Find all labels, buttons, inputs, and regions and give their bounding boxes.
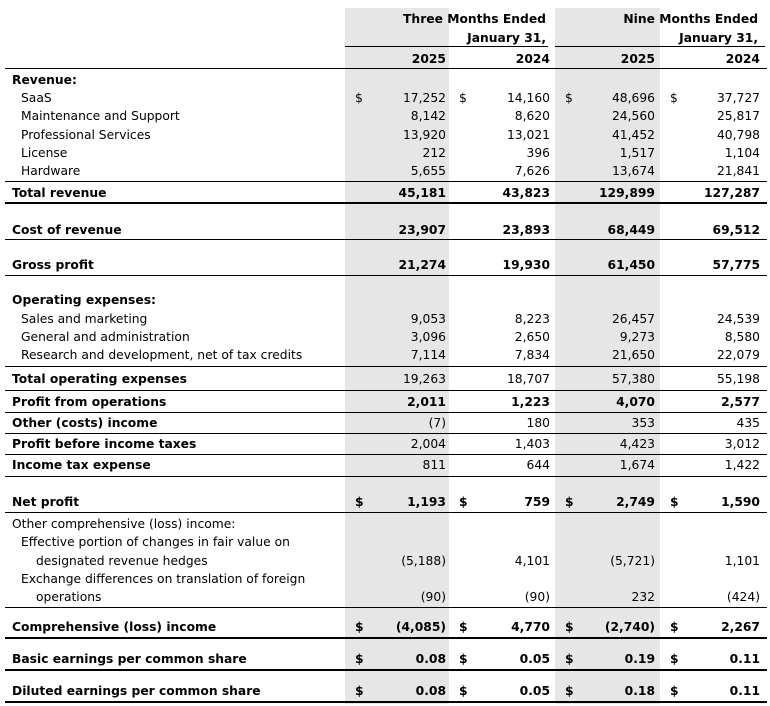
- rule: [5, 454, 767, 455]
- cell-value: 4,070: [616, 395, 655, 409]
- rule: [5, 637, 767, 639]
- cell-value: 8,142: [410, 109, 446, 123]
- cell-value: (4,085): [395, 620, 446, 634]
- cell-value: 5,655: [410, 164, 446, 178]
- cell-value: 129,899: [598, 186, 655, 200]
- rule: [5, 366, 767, 367]
- currency-symbol: $: [355, 91, 363, 105]
- row-label: Effective portion of changes in fair value on: [21, 535, 290, 549]
- oci-hedges-line1-row: [0, 533, 770, 551]
- year-header: 2024: [725, 52, 760, 66]
- year-header: 2025: [411, 52, 446, 66]
- row-label: operations: [36, 590, 102, 604]
- rule: [5, 669, 767, 671]
- cell-value: 57,380: [611, 372, 655, 386]
- row-label: Income tax expense: [12, 458, 151, 472]
- row-label: License: [21, 146, 68, 160]
- profit-from-operations-row: [0, 393, 770, 411]
- net-profit-row: [0, 493, 770, 511]
- table-row: [0, 328, 770, 346]
- cell-value: 3,096: [410, 330, 446, 344]
- year-header: 2025: [620, 52, 655, 66]
- cell-value: 0.11: [729, 684, 760, 698]
- currency-symbol: $: [670, 684, 679, 698]
- rule: [5, 607, 767, 608]
- rule: [5, 433, 767, 434]
- cell-value: 68,449: [607, 223, 655, 237]
- cell-value: 0.18: [624, 684, 655, 698]
- cell-value: 23,893: [502, 223, 550, 237]
- currency-symbol: $: [355, 495, 364, 509]
- currency-symbol: $: [670, 91, 678, 105]
- revenue-heading: Revenue:: [12, 73, 77, 87]
- row-label: SaaS: [21, 91, 52, 105]
- cell-value: (2,740): [604, 620, 655, 634]
- oci-heading-row: [0, 515, 770, 533]
- header-years-row: [0, 50, 770, 68]
- header-bottom-rule: [5, 68, 767, 69]
- cell-value: 1,104: [724, 146, 760, 160]
- table-row: [0, 162, 770, 180]
- cell-value: 9,053: [410, 312, 446, 326]
- cell-value: 0.05: [519, 652, 550, 666]
- cell-value: 4,101: [514, 554, 550, 568]
- cell-value: 0.08: [415, 684, 446, 698]
- cell-value: 0.08: [415, 652, 446, 666]
- opex-heading: Operating expenses:: [12, 293, 156, 307]
- row-label: Research and development, net of tax credits: [21, 348, 303, 362]
- cell-value: (90): [420, 590, 446, 604]
- cell-value: 180: [526, 416, 550, 430]
- row-label: Comprehensive (loss) income: [12, 620, 217, 634]
- row-label: Other (costs) income: [12, 416, 158, 430]
- cell-value: 55,198: [716, 372, 760, 386]
- row-label: designated revenue hedges: [36, 554, 208, 568]
- cell-value: 2,749: [616, 495, 655, 509]
- cell-value: 1,422: [724, 458, 760, 472]
- cell-value: 1,101: [724, 554, 760, 568]
- cell-value: 13,674: [611, 164, 655, 178]
- currency-symbol: $: [670, 495, 679, 509]
- table-row: [0, 126, 770, 144]
- oci-hedges-row: [0, 552, 770, 570]
- cell-value: 212: [422, 146, 446, 160]
- cell-value: (5,721): [610, 554, 655, 568]
- currency-symbol: $: [355, 652, 364, 666]
- cell-value: (90): [524, 590, 550, 604]
- cell-value: 2,004: [410, 437, 446, 451]
- table-row: [0, 89, 770, 107]
- cell-value: 25,817: [716, 109, 760, 123]
- currency-symbol: $: [565, 91, 573, 105]
- income-tax-row: [0, 456, 770, 474]
- row-label: Diluted earnings per common share: [12, 684, 261, 698]
- row-label: Gross profit: [12, 258, 94, 272]
- rule: [5, 701, 767, 703]
- rule: [5, 412, 767, 413]
- cell-value: 396: [526, 146, 550, 160]
- rule: [5, 275, 767, 276]
- opex-heading-row: [0, 291, 770, 309]
- rule: [5, 390, 767, 391]
- row-label: Cost of revenue: [12, 223, 122, 237]
- cell-value: 2,577: [721, 395, 760, 409]
- header-three-months-line2: January 31,: [467, 31, 546, 45]
- cell-value: 24,560: [611, 109, 655, 123]
- cell-value: 1,223: [511, 395, 550, 409]
- row-label: Exchange differences on translation of foreign: [21, 572, 306, 586]
- cell-value: 24,539: [716, 312, 760, 326]
- cell-value: 0.05: [519, 684, 550, 698]
- table-row: [0, 310, 770, 328]
- currency-symbol: $: [565, 495, 574, 509]
- cell-value: 23,907: [398, 223, 446, 237]
- row-label: Profit before income taxes: [12, 437, 197, 451]
- currency-symbol: $: [459, 652, 468, 666]
- oci-fx-line1-row: [0, 570, 770, 588]
- header-nine-months-line2: January 31,: [679, 31, 758, 45]
- cell-value: 26,457: [611, 312, 655, 326]
- oci-heading: Other comprehensive (loss) income:: [12, 517, 236, 531]
- cell-value: 7,834: [514, 348, 550, 362]
- cell-value: 21,274: [398, 258, 446, 272]
- year-header: 2024: [515, 52, 550, 66]
- cell-value: 21,841: [716, 164, 760, 178]
- header-rule-nine-months: [555, 46, 765, 47]
- cost-of-revenue-row: [0, 221, 770, 239]
- currency-symbol: $: [459, 620, 468, 634]
- cell-value: 19,930: [502, 258, 550, 272]
- row-label: Total operating expenses: [12, 372, 187, 386]
- cell-value: 1,590: [721, 495, 760, 509]
- currency-symbol: $: [565, 652, 574, 666]
- rule: [5, 239, 767, 240]
- row-label: Hardware: [21, 164, 81, 178]
- total-revenue-row: [0, 184, 770, 202]
- cell-value: 759: [524, 495, 550, 509]
- currency-symbol: $: [355, 684, 364, 698]
- revenue-heading-row: [0, 71, 770, 89]
- cell-value: 40,798: [716, 128, 760, 142]
- gross-profit-row: [0, 256, 770, 274]
- row-label: Sales and marketing: [21, 312, 148, 326]
- cell-value: 17,252: [402, 91, 446, 105]
- cell-value: 2,267: [721, 620, 760, 634]
- cell-value: 127,287: [703, 186, 760, 200]
- cell-value: 18,707: [506, 372, 550, 386]
- row-label: General and administration: [21, 330, 190, 344]
- table-row: [0, 346, 770, 364]
- cell-value: 8,580: [724, 330, 760, 344]
- cell-value: 13,920: [402, 128, 446, 142]
- header-nine-months-line1: Nine Months Ended: [623, 12, 758, 26]
- cell-value: (5,188): [401, 554, 446, 568]
- table-row: [0, 107, 770, 125]
- cell-value: 14,160: [506, 91, 550, 105]
- cell-value: 19,263: [402, 372, 446, 386]
- cell-value: 0.11: [729, 652, 760, 666]
- rule: [5, 476, 767, 477]
- cell-value: 61,450: [607, 258, 655, 272]
- currency-symbol: $: [459, 495, 468, 509]
- currency-symbol: $: [459, 91, 467, 105]
- cell-value: 7,114: [410, 348, 446, 362]
- cell-value: 9,273: [619, 330, 655, 344]
- cell-value: 21,650: [611, 348, 655, 362]
- cell-value: 37,727: [716, 91, 760, 105]
- rule: [5, 181, 767, 182]
- cell-value: 2,011: [407, 395, 446, 409]
- cell-value: 69,512: [712, 223, 760, 237]
- rule: [5, 512, 767, 513]
- currency-symbol: $: [670, 652, 679, 666]
- cell-value: 1,403: [514, 437, 550, 451]
- cell-value: 2,650: [514, 330, 550, 344]
- cell-value: 22,079: [716, 348, 760, 362]
- cell-value: 43,823: [502, 186, 550, 200]
- currency-symbol: $: [355, 620, 364, 634]
- cell-value: 7,626: [514, 164, 550, 178]
- currency-symbol: $: [565, 684, 574, 698]
- cell-value: 1,674: [619, 458, 655, 472]
- row-label: Maintenance and Support: [21, 109, 180, 123]
- currency-symbol: $: [565, 620, 574, 634]
- cell-value: 0.19: [624, 652, 655, 666]
- header-three-months-line1: Three Months Ended: [403, 12, 546, 26]
- cell-value: 57,775: [712, 258, 760, 272]
- cell-value: 45,181: [398, 186, 446, 200]
- cell-value: 48,696: [611, 91, 655, 105]
- comprehensive-income-row: [0, 618, 770, 636]
- cell-value: 41,452: [611, 128, 655, 142]
- total-opex-row: [0, 370, 770, 388]
- cell-value: 1,193: [407, 495, 446, 509]
- currency-symbol: $: [459, 684, 468, 698]
- cell-value: 435: [736, 416, 760, 430]
- table-row: [0, 144, 770, 162]
- diluted-eps-row: [0, 682, 770, 700]
- row-label: Net profit: [12, 495, 80, 509]
- row-label: Basic earnings per common share: [12, 652, 247, 666]
- profit-before-tax-row: [0, 435, 770, 453]
- cell-value: 13,021: [506, 128, 550, 142]
- row-label: Profit from operations: [12, 395, 167, 409]
- cell-value: 8,223: [514, 312, 550, 326]
- cell-value: 4,423: [619, 437, 655, 451]
- cell-value: 8,620: [514, 109, 550, 123]
- other-income-row: [0, 414, 770, 432]
- row-label: Professional Services: [21, 128, 151, 142]
- cell-value: 3,012: [724, 437, 760, 451]
- currency-symbol: $: [670, 620, 679, 634]
- basic-eps-row: [0, 650, 770, 668]
- row-label: Total revenue: [12, 186, 107, 200]
- cell-value: (424): [726, 590, 760, 604]
- cell-value: 232: [631, 590, 655, 604]
- cell-value: 353: [631, 416, 655, 430]
- oci-fx-row: [0, 588, 770, 606]
- rule: [5, 202, 767, 204]
- cell-value: 644: [526, 458, 550, 472]
- header-rule-three-months: [345, 46, 548, 47]
- cell-value: 4,770: [511, 620, 550, 634]
- cell-value: (7): [428, 416, 446, 430]
- cell-value: 1,517: [619, 146, 655, 160]
- cell-value: 811: [422, 458, 446, 472]
